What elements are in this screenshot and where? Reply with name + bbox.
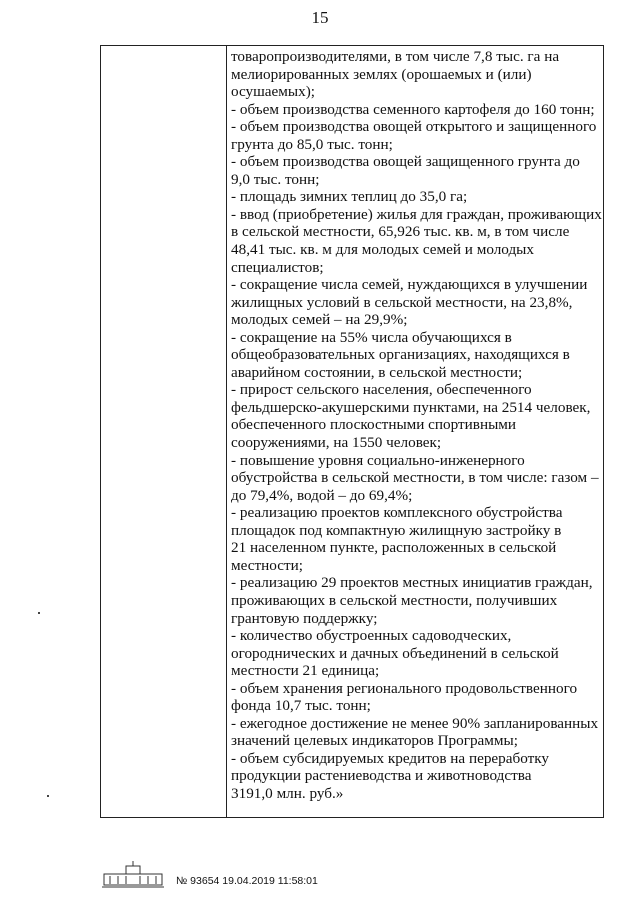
text-line: грантовую поддержку; — [231, 609, 378, 627]
government-building-logo-icon — [98, 860, 168, 890]
text-line: - повышение уровня социально-инженерного — [231, 451, 525, 469]
text-line: - объем производства овощей открытого и защищенного — [231, 118, 597, 136]
document-footer — [98, 860, 358, 900]
registration-stamp: № 93654 19.04.2019 11:58:01 — [176, 875, 318, 887]
text-line: 9,0 тыс. тонн; — [231, 170, 320, 188]
text-line: - прирост сельского населения, обеспеченного — [231, 381, 532, 399]
text-line: - объем производства овощей защищенного грунта до — [231, 153, 580, 171]
text-line: фельдшерско-акушерскими пунктами, на 2514 человек, — [231, 398, 591, 416]
text-line: мелиорированных землях (орошаемых и (или) — [231, 65, 532, 83]
text-line: осушаемых); — [231, 83, 315, 101]
text-line: специалистов; — [231, 258, 324, 276]
text-line: - объем хранения регионального продовольственного — [231, 679, 578, 697]
scan-mark — [38, 612, 40, 614]
scan-mark — [47, 795, 49, 797]
text-line: обустройства в сельской местности, в том числе: газом – — [231, 469, 599, 487]
text-line: - площадь зимних теплиц до 35,0 га; — [231, 188, 468, 206]
text-line: до 79,4%, водой – до 69,4%; — [231, 486, 413, 504]
text-line: грунта до 85,0 тыс. тонн; — [231, 135, 393, 153]
text-line: обеспеченного плоскостными спортивными — [231, 416, 517, 434]
text-line: жилищных условий в сельской местности, на 23,8%, — [231, 293, 573, 311]
document-table — [100, 45, 604, 818]
text-line: сооружениями, на 1550 человек; — [231, 434, 442, 452]
text-line: фонда 10,7 тыс. тонн; — [231, 697, 371, 715]
text-line: аварийном состоянии, в сельской местности; — [231, 363, 523, 381]
text-line: проживающих в сельской местности, получивших — [231, 591, 558, 609]
text-line: - ввод (приобретение) жилья для граждан, проживающих — [231, 205, 602, 223]
text-line: - объем субсидируемых кредитов на переработку — [231, 749, 550, 767]
text-line: 48,41 тыс. кв. м для молодых семей и молодых — [231, 241, 534, 259]
text-line: - сокращение числа семей, нуждающихся в улучшении — [231, 276, 588, 294]
text-line: - сокращение на 55% числа обучающихся в — [231, 328, 512, 346]
text-line: 3191,0 млн. руб.» — [231, 784, 344, 802]
text-line: - реализацию проектов комплексного обустройства — [231, 504, 563, 522]
page-number: 15 — [311, 8, 329, 27]
text-line: - реализацию 29 проектов местных инициатив граждан, — [231, 574, 593, 592]
table-cell-text — [231, 48, 603, 803]
text-line: местности; — [231, 556, 303, 574]
text-line: - объем производства семенного картофеля до 160 тонн; — [231, 100, 595, 118]
text-line: молодых семей – на 29,9%; — [231, 311, 408, 329]
text-line: 21 населенном пункте, расположенных в сельской — [231, 539, 557, 557]
table-column-divider — [226, 46, 227, 817]
text-line: в сельской местности, 65,926 тыс. кв. м, в том числе — [231, 223, 570, 241]
text-line: товаропроизводителями, в том числе 7,8 тыс. га на — [231, 48, 560, 65]
text-line: - ежегодное достижение не менее 90% запланированных — [231, 714, 599, 732]
text-line: общеобразовательных организациях, находящихся в — [231, 346, 570, 364]
text-line: площадок под компактную жилищную застройку в — [231, 521, 562, 539]
text-line: - количество обустроенных садоводческих, — [231, 627, 512, 645]
text-line: местности 21 единица; — [231, 662, 380, 680]
text-line: огороднических и дачных объединений в сельской — [231, 644, 559, 662]
text-line: продукции растениеводства и животноводства — [231, 767, 532, 785]
text-line: значений целевых индикаторов Программы; — [231, 732, 518, 750]
